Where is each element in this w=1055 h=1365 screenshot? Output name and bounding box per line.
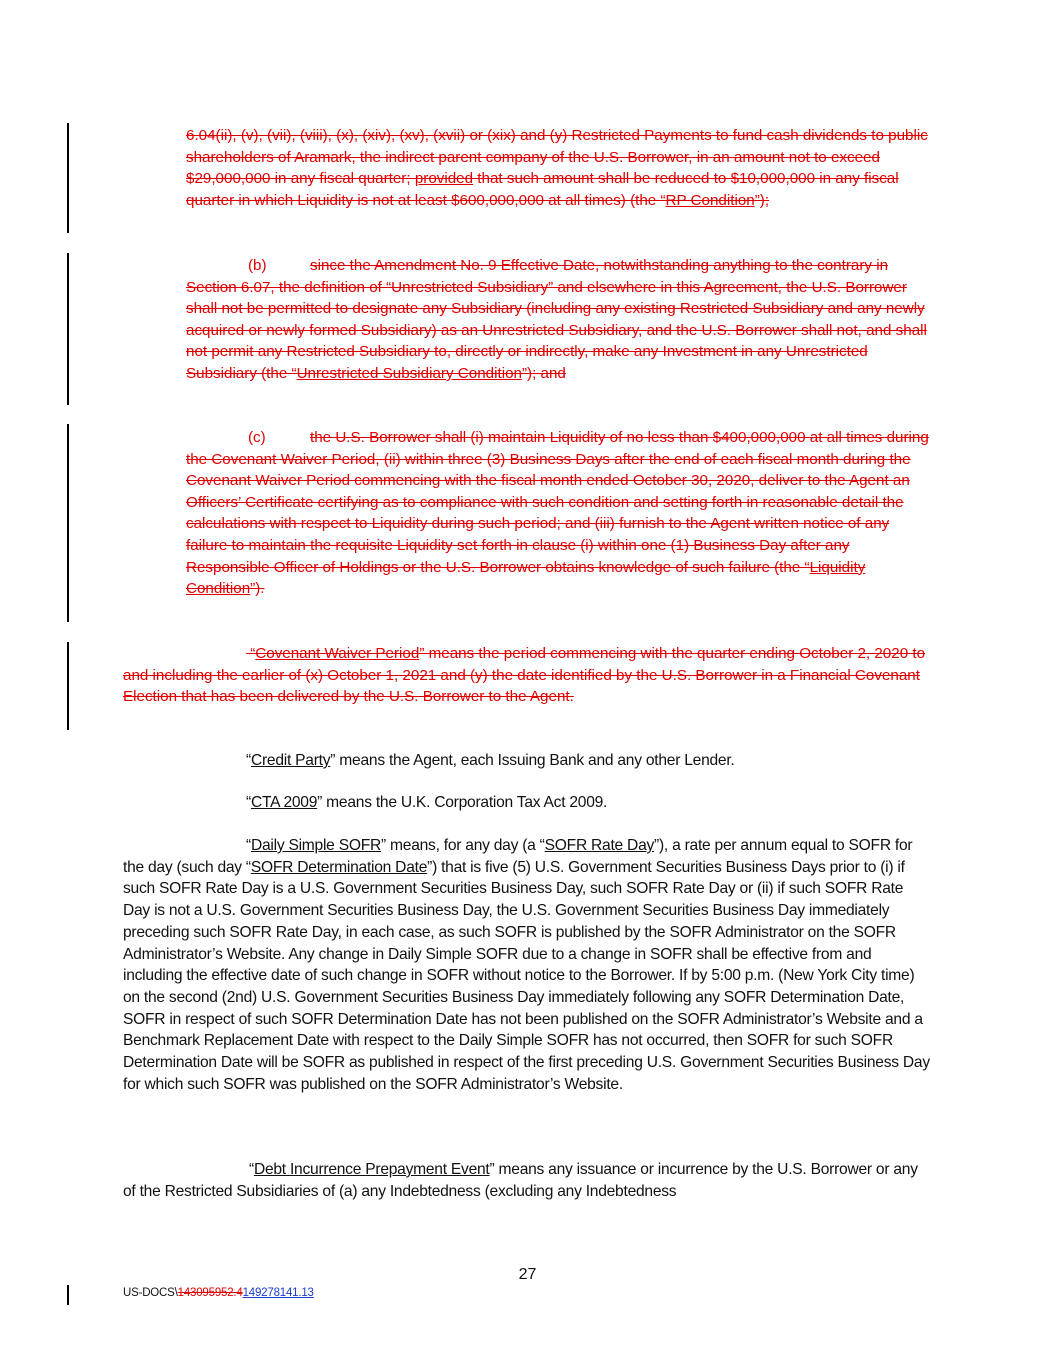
sofr-rate-day-term: SOFR Rate Day [544,837,655,854]
change-bar [67,424,69,622]
rp-condition-term: RP Condition [665,191,755,209]
cta-2009-definition: “CTA 2009” means the U.K. Corporation Tax Act 2009. [246,794,608,811]
cta-2009-term: CTA 2009 [250,794,318,811]
provided-term: provided [414,170,474,188]
liquidity-condition-term: Liquidity Condition [186,558,866,598]
debt-incurrence-prepayment-event-definition: “Debt Incurrence Prepayment Event” means any issuance or incurrence by the U.S. Borrower or any of the Restricted Subsidiaries of (a) any Indebtedness (excluding any Indebtedness [123,1161,918,1200]
page-number: 27 [518,1266,537,1283]
change-bar [67,642,69,730]
old-document-id: 143095952.4 [177,1287,243,1299]
deleted-rp-condition-paragraph: 6.04(ii), (v), (vii), (viii), (x), (xiv), (xv), (xvii) or (xix) and (y) Restricted Payments to fund cash dividends to public shareholders of Aramark, the indirect parent company of the U.S. Borrower, in an amount not to exceed $29,000,000 in any fiscal quarter; provided that such amount shall be reduced to $10,000,000 in any fiscal quarter in which Liquidity is not at least $600,000,000 at all times) (the “RP Condition”); [186,127,928,209]
change-bar [67,123,69,233]
covenant-waiver-period-term: Covenant Waiver Period [255,645,420,662]
daily-simple-sofr-term: Daily Simple SOFR [250,837,382,854]
document-id-footer: US-DOCS\143095952.4149278141.13 [123,1287,314,1299]
debt-incurrence-prepayment-event-term: Debt Incurrence Prepayment Event [253,1161,490,1178]
deleted-clause-c: (c) the U.S. Borrower shall (i) maintain Liquidity of no less than $400,000,000 at all times during the Covenant Waiver Period, (ii) within three (3) Business Days after the end of each fiscal month during the Covenant Waiver Period commencing with the fiscal month ended October 30, 2020, deliver to the Agent an Officers’ Certificate certifying as to compliance with such condition and setting forth in reasonable detail the calculations with respect to Liquidity during such period; and (iii) furnish to the Agent written notice of any failure to maintain the requisite Liquidity set forth in clause (i) within one (1) Business Day after any Responsible Officer of Holdings or the U.S. Borrower obtains knowledge of such failure (the “Liquidity Condition”). [186,429,929,598]
change-bar [67,1285,69,1305]
deleted-clause-b: (b) since the Amendment No. 9 Effective Date, notwithstanding anything to the contrary in Section 6.07, the definition of “Unrestricted Subsidiary” and elsewhere in this Agreement, the U.S. Borrower shall not be permitted to designate any Subsidiary (including any existing Restricted Subsidiary and any newly acquired or newly formed Subsidiary) as an Unrestricted Subsidiary, and the U.S. Borrower shall not, and shall not permit any Restricted Subsidiary to, directly or indirectly, make any Investment in any Unrestricted Subsidiary (the “Unrestricted Subsidiary Condition”); and [186,257,927,382]
change-bar [67,253,69,405]
clause-c-label: (c) [248,429,266,446]
new-document-id: 149278141.13 [242,1287,314,1299]
credit-party-term: Credit Party [250,752,331,769]
unrestricted-subsidiary-condition-term: Unrestricted Subsidiary Condition [296,364,522,382]
credit-party-definition: “Credit Party” means the Agent, each Issuing Bank and any other Lender. [246,752,735,769]
clause-b-label: (b) [248,257,267,274]
daily-simple-sofr-definition: “Daily Simple SOFR” means, for any day (a “SOFR Rate Day”), a rate per annum equal to SOFR for the day (such day “SOFR Determination Date”) that is five (5) U.S. Government Securities Business Days prior to (i) if such SOFR Rate Day is a U.S. Government Securities Business Day, such SOFR Rate Day or (ii) if such SOFR Rate Day is not a U.S. Government Securities Business Day, the U.S. Government Securities Business Day immediately preceding such SOFR Rate Day, in each case, as such SOFR is published by the SOFR Administrator on the SOFR Administrator’s Website. Any change in Daily Simple SOFR due to a change in SOFR shall be effective from and including the effective date of such change in SOFR without notice to the Borrower. If by 5:00 p.m. (New York City time) on the second (2nd) U.S. Government Securities Business Day immediately following any SOFR Determination Date, SOFR in respect of such SOFR Determination Date has not been published on the SOFR Administrator’s Website and a Benchmark Replacement Date with respect to the Daily Simple SOFR has not occurred, then SOFR for such SOFR Determination Date will be SOFR as published in respect of the first preceding U.S. Government Securities Business Day for which such SOFR was published on the SOFR Administrator’s Website. [123,837,930,1093]
deleted-covenant-waiver-period-definition: “Covenant Waiver Period” means the period commencing with the quarter ending October 2, 2020 to and including the earlier of (x) October 1, 2021 and (y) the date identified by the U.S. Borrower in a Financial Covenant Election that has been delivered by the U.S. Borrower to the Agent. [123,645,926,706]
sofr-determination-date-term: SOFR Determination Date [250,858,428,876]
